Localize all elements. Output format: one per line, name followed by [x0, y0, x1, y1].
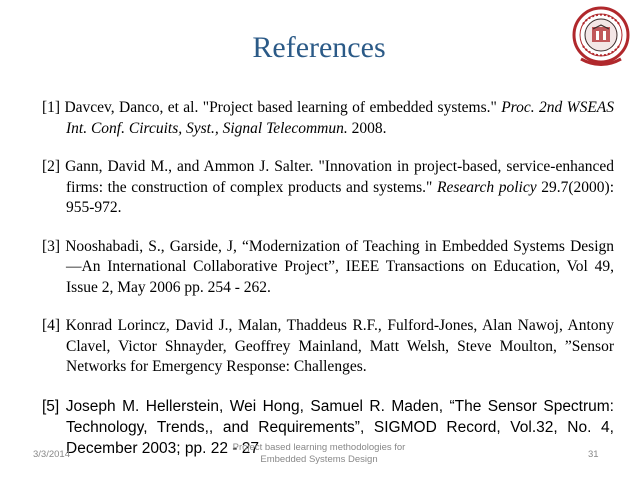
reference-venue: Proc. 2nd WSEAS Int. Conf. Circuits, Syst., Signal Telecommun.	[66, 99, 615, 137]
reference-item	[42, 98, 614, 139]
reference-list	[42, 98, 614, 477]
footer-date: 3/3/2014	[33, 449, 70, 460]
reference-text: Davcev, Danco, et al. "Project based learning of embedded systems."	[64, 99, 502, 116]
reference-number: [1]	[42, 99, 65, 116]
reference-item	[42, 316, 614, 378]
reference-item	[42, 157, 614, 219]
reference-text: Konrad Lorincz, David J., Malan, Thaddeus R.F., Fulford-Jones, Alan Nawoj, Antony Clavel, Victor Shnayder, Geoffrey Mainland, Matt Welsh, Steve Moulton, ”Sensor Networks for Emergency Response: Challenges.	[65, 317, 615, 375]
reference-number: [2]	[42, 158, 66, 175]
reference-venue: Research policy	[437, 178, 537, 196]
reference-text: 2008.	[347, 119, 387, 137]
reference-text: 29.7(2000): 955-972.	[66, 178, 614, 216]
reference-text: Gann, David M., and Ammon J. Salter. "Innovation in project-based, service-enhanced firms: the construction of complex products and systems."	[65, 158, 614, 196]
reference-number: [5]	[42, 397, 66, 415]
reference-item	[42, 237, 614, 299]
slide-title: References	[252, 31, 386, 64]
footer-title: Project based learning methodologies for Embedded Systems Design	[232, 442, 406, 465]
reference-text: Joseph M. Hellerstein, Wei Hong, Samuel R. Maden, “The Sensor Spectrum: Technology, Trends,, and Requirements”, SIGMOD Record, Vol.32, No. 4, December 2003; pp. 22 - 27	[65, 397, 614, 457]
reference-number: [3]	[42, 237, 66, 255]
reference-text: Nooshabadi, S., Garside, J, “Modernization of Teaching in Embedded Systems Design—An International Collaborative Project”, IEEE Transactions on Education, Vol 49, Issue 2, May 2006 pp. 254 - 262.	[65, 237, 614, 296]
reference-number: [4]	[42, 317, 66, 334]
page-number: 31	[588, 449, 599, 460]
